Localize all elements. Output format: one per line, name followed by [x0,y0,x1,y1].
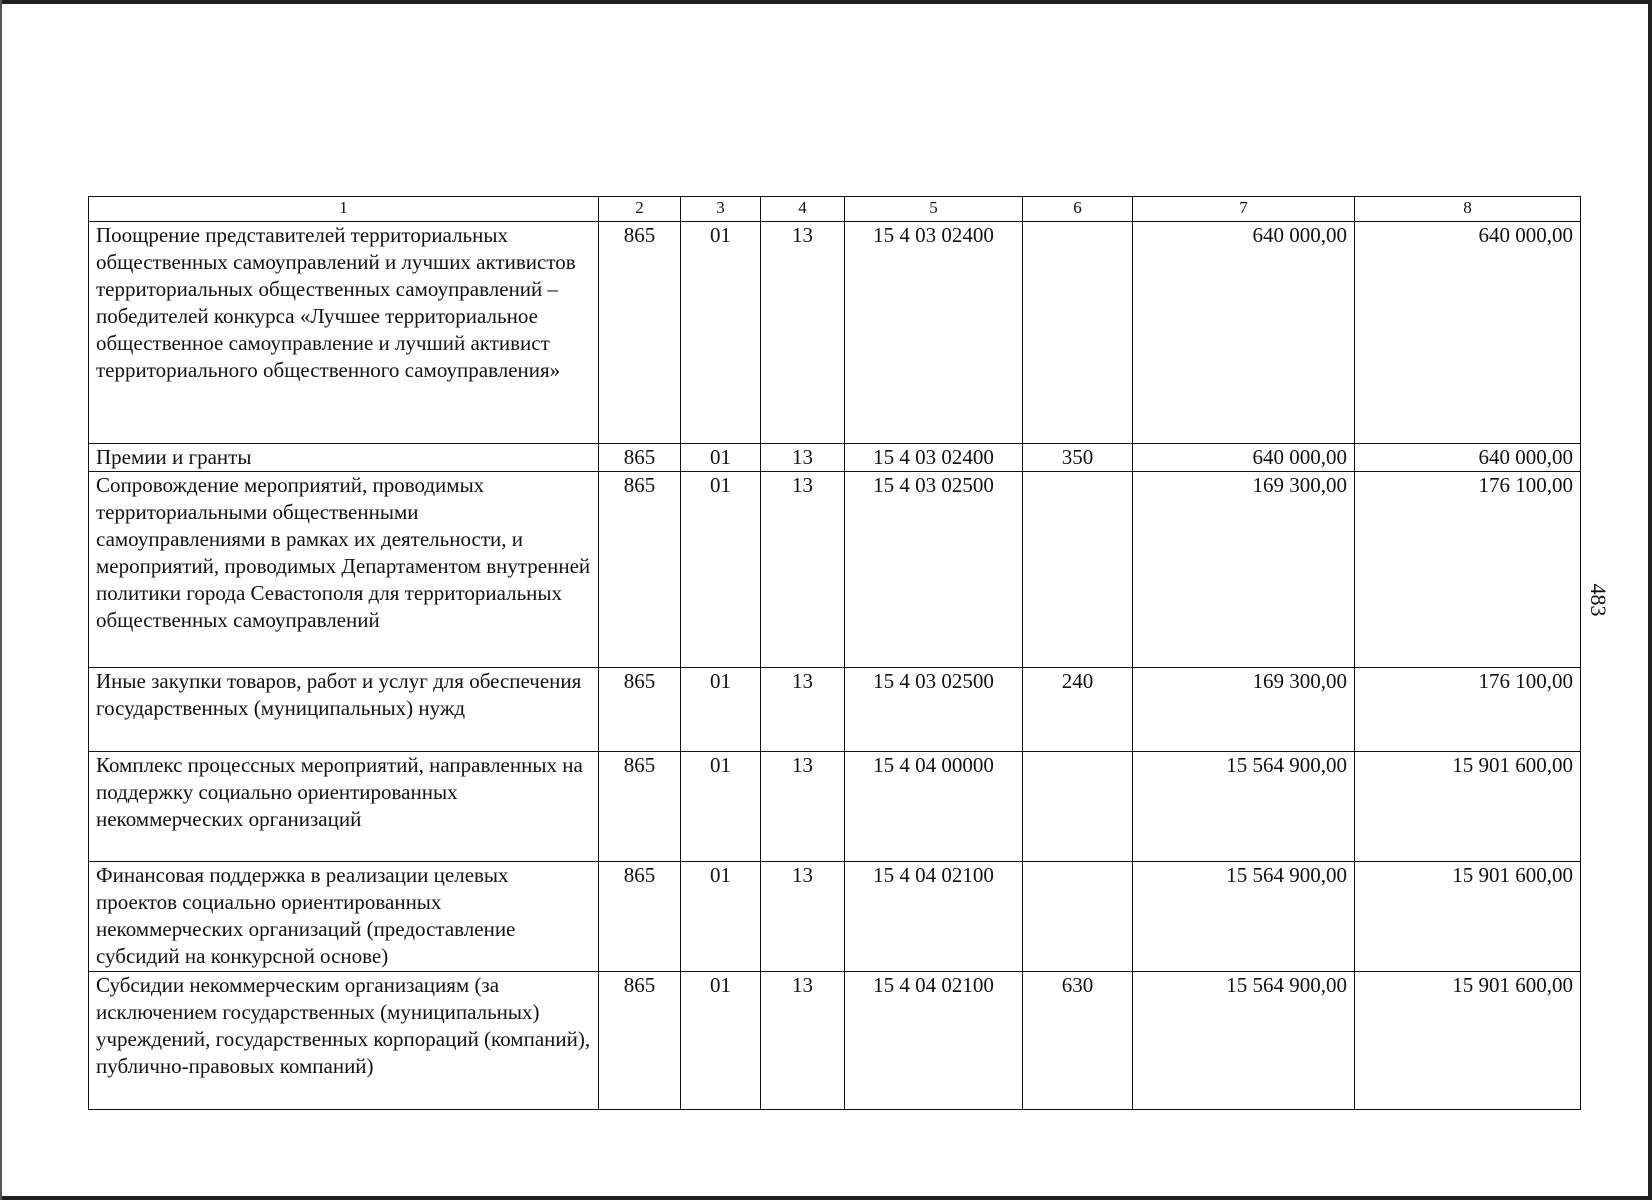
cell-col5: 15 4 03 02500 [845,668,1023,752]
cell-col6 [1023,862,1133,972]
table-row [89,472,1581,668]
cell-col3: 01 [681,752,761,862]
cell-col2: 865 [599,668,681,752]
cell-col4: 13 [761,472,845,668]
column-header: 6 [1023,197,1133,222]
cell-col3: 01 [681,472,761,668]
cell-col2: 865 [599,752,681,862]
cell-col6: 350 [1023,444,1133,472]
cell-col4: 13 [761,222,845,444]
cell-col8: 15 901 600,00 [1355,752,1581,862]
scan-border-left [0,0,2,1200]
table-header-row [89,197,1581,222]
table-row [89,444,1581,472]
column-header: 5 [845,197,1023,222]
cell-col6 [1023,222,1133,444]
cell-col8: 176 100,00 [1355,668,1581,752]
column-header: 4 [761,197,845,222]
cell-col6: 630 [1023,972,1133,1110]
row-name: Финансовая поддержка в реализации целевых проектов социально ориентированных некоммерческих организаций (предоставление субсидий на конкурсной основе) [89,862,599,972]
cell-col7: 15 564 900,00 [1133,972,1355,1110]
column-header: 2 [599,197,681,222]
cell-col2: 865 [599,444,681,472]
cell-col7: 169 300,00 [1133,668,1355,752]
cell-col5: 15 4 04 02100 [845,862,1023,972]
cell-col5: 15 4 03 02400 [845,444,1023,472]
cell-col5: 15 4 03 02500 [845,472,1023,668]
table-row [89,752,1581,862]
cell-col6 [1023,472,1133,668]
cell-col7: 640 000,00 [1133,222,1355,444]
scan-border-top [0,0,1652,4]
cell-col4: 13 [761,972,845,1110]
table-row [89,222,1581,444]
cell-col5: 15 4 03 02400 [845,222,1023,444]
cell-col3: 01 [681,972,761,1110]
column-header: 7 [1133,197,1355,222]
column-header: 3 [681,197,761,222]
cell-col5: 15 4 04 02100 [845,972,1023,1110]
cell-col4: 13 [761,752,845,862]
column-header: 8 [1355,197,1581,222]
cell-col2: 865 [599,222,681,444]
cell-col4: 13 [761,862,845,972]
cell-col3: 01 [681,222,761,444]
cell-col7: 15 564 900,00 [1133,862,1355,972]
cell-col2: 865 [599,972,681,1110]
scan-border-right [1648,0,1652,1200]
row-name: Сопровождение мероприятий, проводимых территориальными общественными самоуправлениями в рамках их деятельности, и мероприятий, проводимых Департаментом внутренней политики города Севастополя для территориальных общественных самоуправлений [89,472,599,668]
budget-table [88,196,1581,1110]
cell-col8: 15 901 600,00 [1355,972,1581,1110]
cell-col7: 169 300,00 [1133,472,1355,668]
cell-col4: 13 [761,444,845,472]
cell-col8: 640 000,00 [1355,444,1581,472]
row-name: Премии и гранты [89,444,599,472]
row-name: Иные закупки товаров, работ и услуг для обеспечения государственных (муниципальных) нужд [89,668,599,752]
cell-col2: 865 [599,862,681,972]
row-name: Комплекс процессных мероприятий, направленных на поддержку социально ориентированных некоммерческих организаций [89,752,599,862]
page-number: 483 [1586,583,1611,617]
table-row [89,972,1581,1110]
table-row [89,862,1581,972]
table-row [89,668,1581,752]
cell-col8: 176 100,00 [1355,472,1581,668]
cell-col4: 13 [761,668,845,752]
cell-col6 [1023,752,1133,862]
scan-border-bottom [0,1196,1652,1200]
column-header: 1 [89,197,599,222]
cell-col3: 01 [681,444,761,472]
cell-col3: 01 [681,862,761,972]
row-name: Поощрение представителей территориальных общественных самоуправлений и лучших активистов территориальных общественных самоуправлений – победителей конкурса «Лучшее территориальное общественное самоуправление и лучший активист территориального общественного самоуправления» [89,222,599,444]
row-name: Субсидии некоммерческим организациям (за исключением государственных (муниципальных) учреждений, государственных корпораций (компаний), публично-правовых компаний) [89,972,599,1110]
cell-col6: 240 [1023,668,1133,752]
cell-col7: 640 000,00 [1133,444,1355,472]
cell-col7: 15 564 900,00 [1133,752,1355,862]
cell-col8: 15 901 600,00 [1355,862,1581,972]
cell-col5: 15 4 04 00000 [845,752,1023,862]
cell-col3: 01 [681,668,761,752]
cell-col2: 865 [599,472,681,668]
cell-col8: 640 000,00 [1355,222,1581,444]
